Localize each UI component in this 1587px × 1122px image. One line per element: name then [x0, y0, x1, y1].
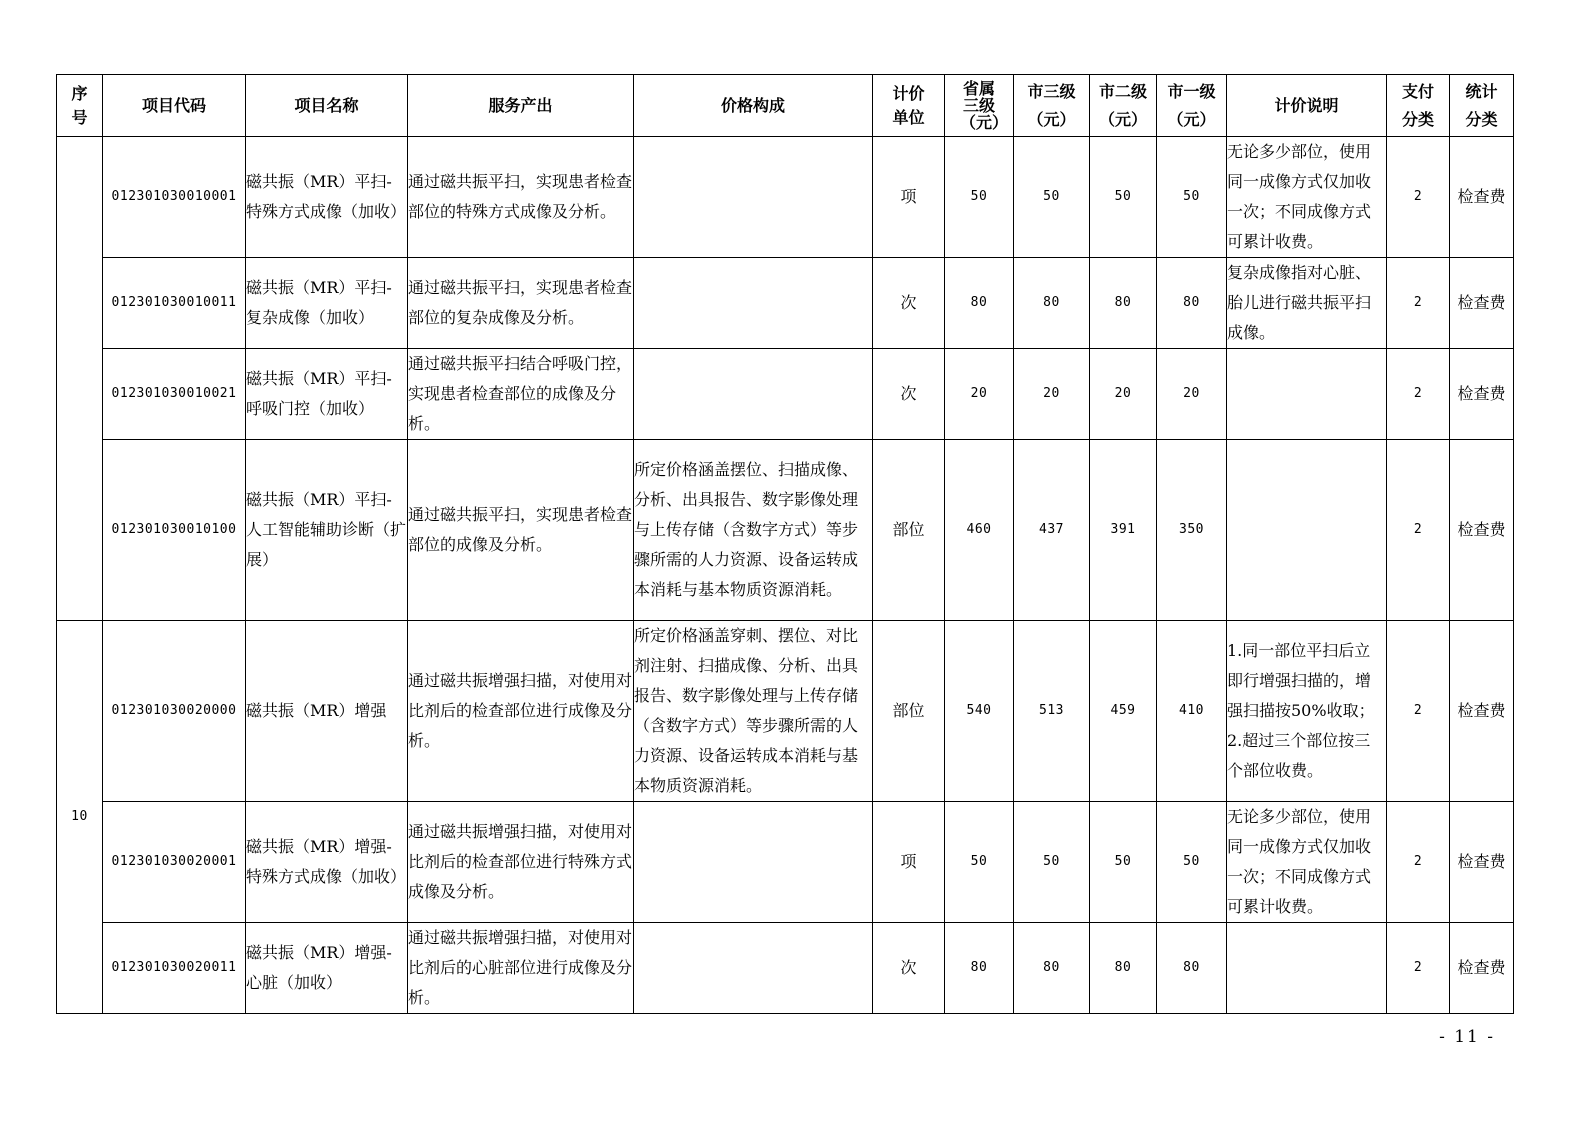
- composition-cell: [634, 349, 873, 440]
- stat-cell: 检查费: [1450, 440, 1514, 621]
- code-cell: 012301030020000: [103, 621, 246, 802]
- composition-cell: [634, 923, 873, 1014]
- city1-price: 80: [1157, 923, 1227, 1014]
- seq-cell: 10: [57, 621, 103, 1014]
- code-cell: 012301030020011: [103, 923, 246, 1014]
- header-stat: 统计分类: [1450, 75, 1514, 137]
- composition-cell: [634, 137, 873, 258]
- table-row: [57, 137, 1514, 258]
- city3-price: 20: [1014, 349, 1090, 440]
- note-cell: [1227, 440, 1387, 621]
- city3-price: 50: [1014, 802, 1090, 923]
- city1-price: 350: [1157, 440, 1227, 621]
- city2-price: 20: [1090, 349, 1157, 440]
- pay-cell: 2: [1387, 258, 1450, 349]
- header-note: 计价说明: [1227, 75, 1387, 137]
- province-price: 50: [945, 802, 1014, 923]
- city3-price: 80: [1014, 923, 1090, 1014]
- name-cell: 磁共振（MR）增强-心脏（加收）: [246, 923, 408, 1014]
- province-price: 540: [945, 621, 1014, 802]
- note-cell: 复杂成像指对心脏、胎儿进行磁共振平扫成像。: [1227, 258, 1387, 349]
- code-cell: 012301030010100: [103, 440, 246, 621]
- unit-cell: 次: [873, 923, 945, 1014]
- city1-price: 410: [1157, 621, 1227, 802]
- name-cell: 磁共振（MR）平扫-特殊方式成像（加收）: [246, 137, 408, 258]
- unit-cell: 项: [873, 137, 945, 258]
- note-cell: [1227, 349, 1387, 440]
- stat-cell: 检查费: [1450, 137, 1514, 258]
- city2-price: 459: [1090, 621, 1157, 802]
- city2-price: 391: [1090, 440, 1157, 621]
- output-cell: 通过磁共振平扫，实现患者检查部位的复杂成像及分析。: [408, 258, 634, 349]
- note-cell: 无论多少部位，使用同一成像方式仅加收一次；不同成像方式可累计收费。: [1227, 137, 1387, 258]
- city1-price: 20: [1157, 349, 1227, 440]
- note-cell: 1.同一部位平扫后立即行增强扫描的，增强扫描按50%收取；2.超过三个部位按三个部位收费。: [1227, 621, 1387, 802]
- table-row: [57, 621, 1514, 802]
- header-unit: 计价单位: [873, 75, 945, 137]
- unit-cell: 次: [873, 349, 945, 440]
- city3-price: 513: [1014, 621, 1090, 802]
- header-city1: 市一级（元）: [1157, 75, 1227, 137]
- output-cell: 通过磁共振平扫，实现患者检查部位的成像及分析。: [408, 440, 634, 621]
- output-cell: 通过磁共振平扫结合呼吸门控，实现患者检查部位的成像及分析。: [408, 349, 634, 440]
- pay-cell: 2: [1387, 621, 1450, 802]
- table-row: [57, 923, 1514, 1014]
- header-code: 项目代码: [103, 75, 246, 137]
- name-cell: 磁共振（MR）增强-特殊方式成像（加收）: [246, 802, 408, 923]
- unit-cell: 部位: [873, 440, 945, 621]
- header-province: 省属三级（元）: [945, 75, 1014, 137]
- city3-price: 437: [1014, 440, 1090, 621]
- code-cell: 012301030010001: [103, 137, 246, 258]
- header-seq: 序号: [57, 75, 103, 137]
- output-cell: 通过磁共振平扫，实现患者检查部位的特殊方式成像及分析。: [408, 137, 634, 258]
- code-cell: 012301030010011: [103, 258, 246, 349]
- table-row: [57, 802, 1514, 923]
- unit-cell: 项: [873, 802, 945, 923]
- pay-cell: 2: [1387, 802, 1450, 923]
- price-table: [56, 74, 1514, 1014]
- province-price: 80: [945, 923, 1014, 1014]
- header-composition: 价格构成: [634, 75, 873, 137]
- city1-price: 80: [1157, 258, 1227, 349]
- pay-cell: 2: [1387, 349, 1450, 440]
- name-cell: 磁共振（MR）增强: [246, 621, 408, 802]
- header-city2: 市二级（元）: [1090, 75, 1157, 137]
- province-price: 80: [945, 258, 1014, 349]
- seq-cell-continued: [57, 137, 103, 621]
- page-number: - 11 -: [1439, 1027, 1495, 1047]
- stat-cell: 检查费: [1450, 923, 1514, 1014]
- name-cell: 磁共振（MR）平扫-人工智能辅助诊断（扩展）: [246, 440, 408, 621]
- name-cell: 磁共振（MR）平扫-呼吸门控（加收）: [246, 349, 408, 440]
- header-output: 服务产出: [408, 75, 634, 137]
- stat-cell: 检查费: [1450, 349, 1514, 440]
- pay-cell: 2: [1387, 923, 1450, 1014]
- city1-price: 50: [1157, 137, 1227, 258]
- composition-cell: 所定价格涵盖摆位、扫描成像、分析、出具报告、数字影像处理与上传存储（含数字方式）等步骤所需的人力资源、设备运转成本消耗与基本物质资源消耗。: [634, 440, 873, 621]
- header-name: 项目名称: [246, 75, 408, 137]
- pay-cell: 2: [1387, 440, 1450, 621]
- stat-cell: 检查费: [1450, 621, 1514, 802]
- table-row: [57, 349, 1514, 440]
- city3-price: 50: [1014, 137, 1090, 258]
- note-cell: 无论多少部位，使用同一成像方式仅加收一次；不同成像方式可累计收费。: [1227, 802, 1387, 923]
- table-row: [57, 440, 1514, 621]
- composition-cell: [634, 802, 873, 923]
- stat-cell: 检查费: [1450, 802, 1514, 923]
- city2-price: 80: [1090, 923, 1157, 1014]
- code-cell: 012301030010021: [103, 349, 246, 440]
- province-price: 20: [945, 349, 1014, 440]
- pay-cell: 2: [1387, 137, 1450, 258]
- unit-cell: 部位: [873, 621, 945, 802]
- unit-cell: 次: [873, 258, 945, 349]
- table-header-row: [57, 75, 1514, 137]
- output-cell: 通过磁共振增强扫描，对使用对比剂后的检查部位进行特殊方式成像及分析。: [408, 802, 634, 923]
- code-cell: 012301030020001: [103, 802, 246, 923]
- header-pay: 支付分类: [1387, 75, 1450, 137]
- note-cell: [1227, 923, 1387, 1014]
- city2-price: 50: [1090, 802, 1157, 923]
- output-cell: 通过磁共振增强扫描，对使用对比剂后的检查部位进行成像及分析。: [408, 621, 634, 802]
- city2-price: 80: [1090, 258, 1157, 349]
- output-cell: 通过磁共振增强扫描，对使用对比剂后的心脏部位进行成像及分析。: [408, 923, 634, 1014]
- composition-cell: [634, 258, 873, 349]
- header-city3: 市三级（元）: [1014, 75, 1090, 137]
- table-row: [57, 258, 1514, 349]
- province-price: 460: [945, 440, 1014, 621]
- city2-price: 50: [1090, 137, 1157, 258]
- province-price: 50: [945, 137, 1014, 258]
- city1-price: 50: [1157, 802, 1227, 923]
- city3-price: 80: [1014, 258, 1090, 349]
- name-cell: 磁共振（MR）平扫-复杂成像（加收）: [246, 258, 408, 349]
- composition-cell: 所定价格涵盖穿刺、摆位、对比剂注射、扫描成像、分析、出具报告、数字影像处理与上传存储（含数字方式）等步骤所需的人力资源、设备运转成本消耗与基本物质资源消耗。: [634, 621, 873, 802]
- stat-cell: 检查费: [1450, 258, 1514, 349]
